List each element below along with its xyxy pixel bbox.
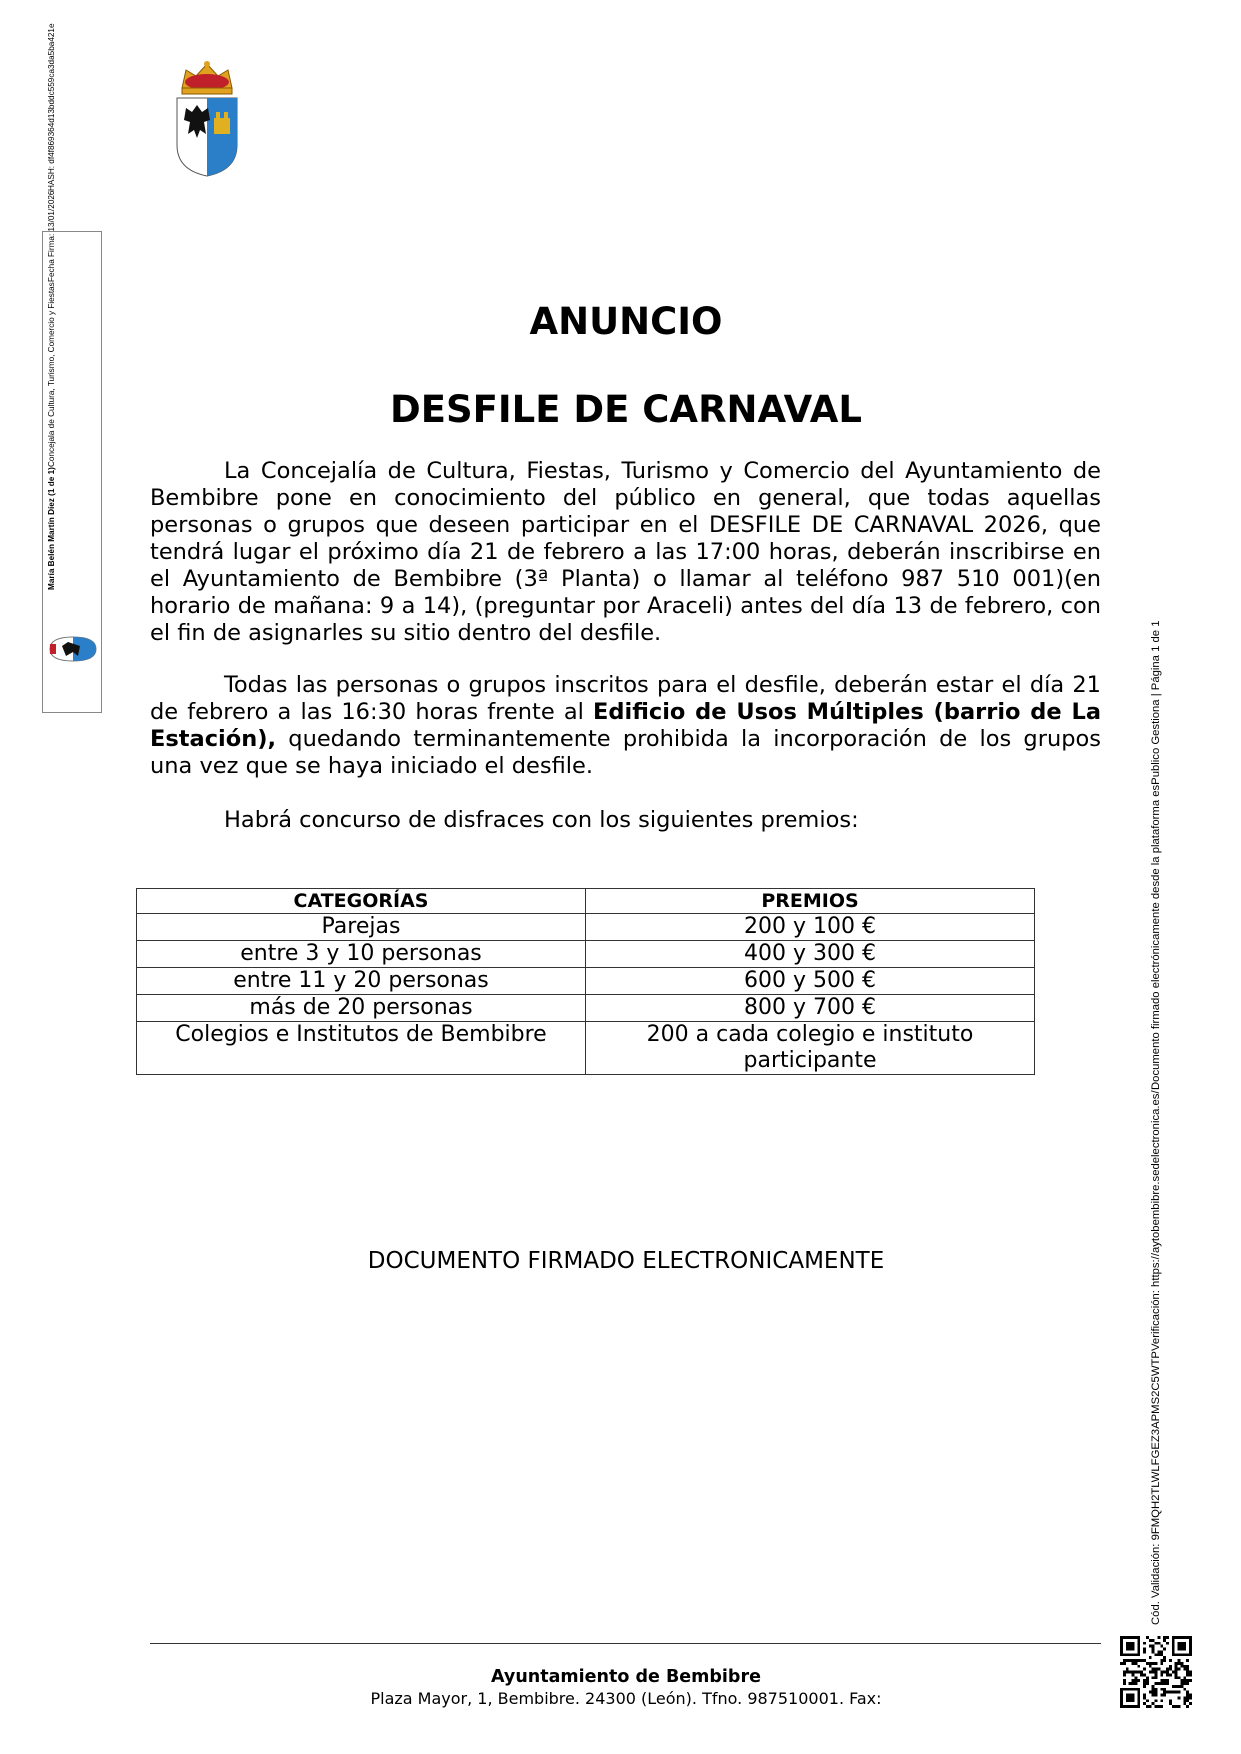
meeting-location: Edificio de Usos Múltiples (barrio de La Estación),: [150, 699, 1101, 752]
verification-info: [1150, 620, 1163, 1625]
page-title: ANUNCIO: [529, 300, 723, 343]
table-row: [137, 1022, 1035, 1075]
footer-divider: [150, 1643, 1101, 1644]
category-cell: Colegios e Institutos de Bembibre: [137, 1022, 586, 1075]
paragraph-text: Habrá concurso de disfraces con los siguientes premios:: [224, 807, 859, 833]
signer-name: María Belén Martín Díez (1 de 1): [47, 467, 56, 590]
paragraph-text: Todas las personas o grupos inscritos para el desfile, deberán estar el día 21 de febrero a las 16:30 horas frente al: [150, 672, 1101, 725]
footer-name: Ayuntamiento de Bembibre: [491, 1667, 761, 1687]
signer-role: Concejala de Cultura, Turismo, Comercio y Fiestas: [47, 282, 56, 468]
table-row: [137, 914, 1035, 941]
paragraph-meeting-point: [150, 672, 1101, 780]
qr-code-icon: [1120, 1636, 1192, 1708]
table-row: [137, 941, 1035, 968]
table-header-row: [137, 889, 1035, 914]
table-row: [137, 968, 1035, 995]
prize-cell: 800 y 700 €: [586, 995, 1035, 1022]
category-cell: Parejas: [137, 914, 586, 941]
paragraph-text: quedando terminantemente prohibida la incorporación de los grupos una vez que se haya iniciado el desfile.: [150, 726, 1101, 779]
signature-seal-icon: [48, 634, 98, 664]
signature-hash: HASH: df4f869364d13bddc559ca3da5ba421e: [47, 23, 56, 191]
coat-of-arms-logo: [172, 60, 242, 178]
signed-notice: DOCUMENTO FIRMADO ELECTRONICAMENTE: [367, 1248, 885, 1274]
paragraph-contest: [150, 807, 1101, 834]
category-cell: más de 20 personas: [137, 995, 586, 1022]
platform-note: Documento firmado electrónicamente desde la plataforma esPublico Gestiona | Página 1 de 1: [1150, 620, 1162, 1091]
signature-info: [47, 23, 57, 590]
paragraph-registration: [150, 458, 1101, 647]
prize-cell: 200 y 100 €: [586, 914, 1035, 941]
page-subtitle: DESFILE DE CARNAVAL: [390, 388, 862, 431]
header-categories: CATEGORÍAS: [137, 889, 586, 914]
prizes-table: [136, 888, 1035, 1075]
validation-code: Cód. Validación: 9FMQH2TLWLFGEZ3APMS2C5WTP: [1150, 1351, 1162, 1625]
signature-date: Fecha Firma: 13/01/2026: [47, 190, 56, 283]
category-cell: entre 3 y 10 personas: [137, 941, 586, 968]
table-row: [137, 995, 1035, 1022]
header-prizes: PREMIOS: [586, 889, 1035, 914]
footer-address: Plaza Mayor, 1, Bembibre. 24300 (León). Tfno. 987510001. Fax:: [370, 1689, 882, 1708]
prize-cell: 600 y 500 €: [586, 968, 1035, 995]
prize-cell: 400 y 300 €: [586, 941, 1035, 968]
verification-url[interactable]: Verificación: https://aytobembibre.sedelectronica.es/: [1150, 1090, 1162, 1352]
category-cell: entre 11 y 20 personas: [137, 968, 586, 995]
prize-cell: 200 a cada colegio e instituto participante: [586, 1022, 1035, 1075]
paragraph-text: La Concejalía de Cultura, Fiestas, Turismo y Comercio del Ayuntamiento de Bembibre pone en conocimiento del público en general, que todas aquellas personas o grupos que deseen participar en el DESFILE DE CARNAVAL 2026, que tendrá lugar el próximo día 21 de febrero a las 17:00 horas, deberán inscribirse en el Ayuntamiento de Bembibre (3ª Planta) o llamar al teléfono 987 510 001)(en horario de mañana: 9 a 14), (preguntar por Araceli) antes del día 13 de febrero, con el fin de asignarles su sitio dentro del desfile.: [150, 458, 1101, 646]
